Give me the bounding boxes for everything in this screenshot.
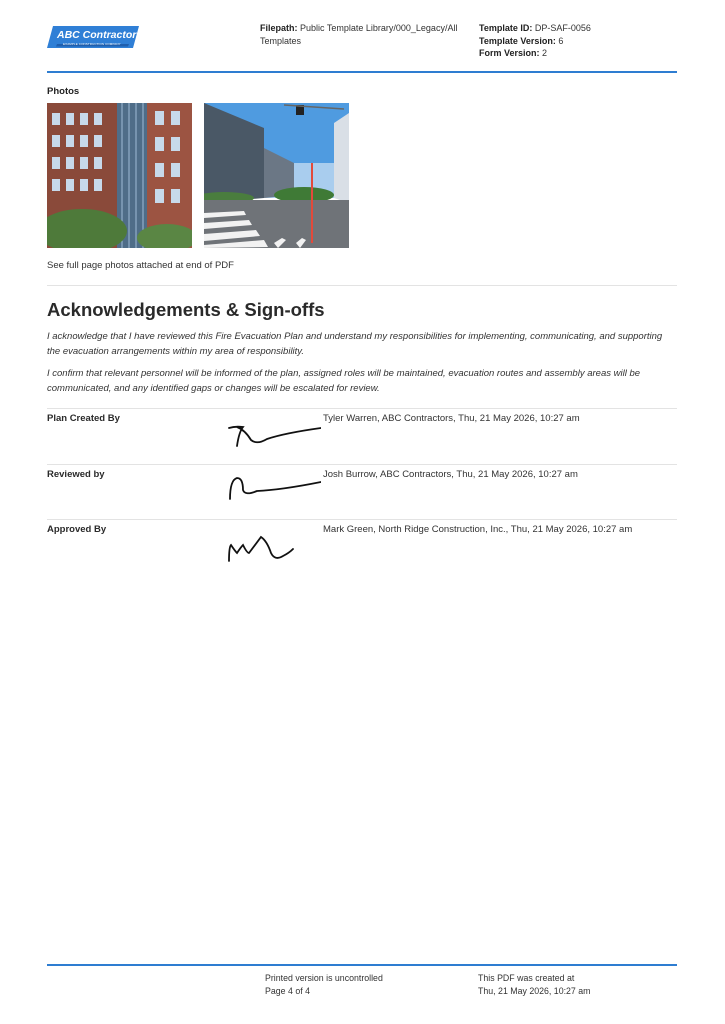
template-version-label: Template Version:: [479, 35, 556, 46]
acknowledgement-paragraph-2: I confirm that relevant personnel will be informed of the plan, assigned roles will be maintained, evacuation routes and assembly areas will be communicated, and any identified gaps or changes will be escalated for review.: [47, 368, 641, 394]
footer-uncontrolled-note: Printed version is uncontrolled: [265, 973, 383, 983]
signoff-row-reviewed: [47, 464, 677, 520]
form-version-label: Form Version:: [479, 48, 540, 58]
signoff-details: Tyler Warren, ABC Contractors, Thu, 21 May 2026, 10:27 am: [323, 413, 580, 424]
page-header: [47, 20, 677, 72]
section-title: Acknowledgements & Sign-offs: [47, 299, 325, 320]
footer-divider: [47, 964, 677, 966]
signoff-details: Josh Burrow, ABC Contractors, Thu, 21 May 2026, 10:27 am: [323, 469, 578, 480]
signoff-label: Plan Created By: [47, 413, 120, 424]
signature-image: [221, 468, 321, 516]
signature-image: [221, 412, 321, 460]
signoff-label: Approved By: [47, 524, 107, 535]
filepath-value: Public Template Library/000_Legacy/All Templates: [260, 23, 458, 46]
header-divider: [47, 71, 677, 73]
footer-created-label: This PDF was created at: [478, 973, 575, 983]
filepath-label: Filepath:: [260, 23, 298, 33]
photos-label: Photos: [47, 86, 80, 97]
template-id-value: DP-SAF-0056: [534, 23, 591, 33]
template-version-value: 6: [558, 35, 564, 46]
filepath-block: [260, 22, 460, 47]
photo-street-view[interactable]: [204, 103, 349, 248]
template-id-line: [479, 22, 679, 35]
footer-page-info: [265, 972, 383, 998]
logo-text: ABC Contractors: [57, 29, 143, 41]
signoff-details: Mark Green, North Ridge Construction, Inc., Thu, 21 May 2026, 10:27 am: [323, 524, 633, 535]
template-version-line: [479, 35, 679, 48]
section-divider: [47, 285, 677, 286]
form-version-value: 2: [542, 48, 548, 58]
signoff-row-approved: [47, 519, 677, 575]
acknowledgement-paragraph-1: I acknowledge that I have reviewed this Fire Evacuation Plan and understand my responsibilities for implementing, communicating, and supporting the evacuation arrangements within my area of responsibility.: [47, 331, 663, 357]
footer-created-info: [478, 972, 590, 998]
footer-page-number: Page 4 of 4: [265, 986, 310, 996]
photo-building-facade[interactable]: [47, 103, 192, 248]
signoff-label: Reviewed by: [47, 469, 105, 480]
footer-created-date: Thu, 21 May 2026, 10:27 am: [478, 986, 591, 996]
company-logo: [47, 26, 143, 52]
logo-subtext: EXAMPLE CONSTRUCTION COMPANY: [63, 42, 121, 46]
form-version-line: [479, 47, 679, 60]
template-info-block: [479, 22, 679, 60]
template-id-label: Template ID:: [479, 23, 533, 33]
signature-image: [221, 523, 321, 571]
photos-note: See full page photos attached at end of PDF: [47, 260, 234, 271]
signoff-row-created: [47, 408, 677, 464]
